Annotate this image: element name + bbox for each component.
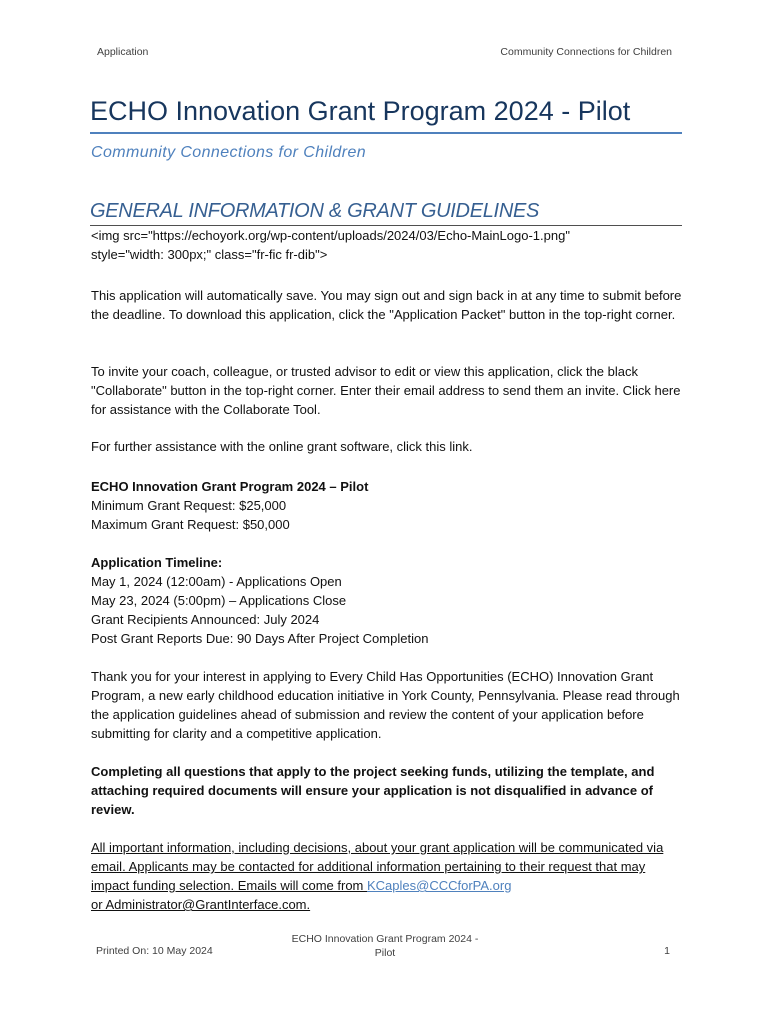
completing-text: Completing all questions that apply to the project seeking funds, utilizing the template, and attaching required documents will ensure your application is not disqualified in advance of review. [91, 764, 655, 817]
autosave-text: This application will automatically save. You may sign out and sign back in at any time to submit before the deadline. To download this application, click the "Application Packet" button in the top-right corner. [91, 288, 682, 322]
footer-center [280, 932, 490, 960]
program-block [91, 477, 683, 534]
footer-center-line-2: Pilot [374, 947, 396, 959]
footer-printed-date: Printed On: 10 May 2024 [96, 945, 213, 957]
timeline-item: May 23, 2024 (5:00pm) – Applications Close [91, 593, 347, 608]
img-code-line-1: <img src="https://echoyork.org/wp-content/uploads/2024/03/Echo-MainLogo-1.png" [91, 228, 570, 243]
page-title: ECHO Innovation Grant Program 2024 - Pilot [90, 94, 682, 134]
page-subtitle: Community Connections for Children [91, 144, 367, 161]
timeline-item: Post Grant Reports Due: 90 Days After Project Completion [91, 631, 429, 646]
thanks-text: Thank you for your interest in applying to Every Child Has Opportunities (ECHO) Innovation Grant Program, a new early childhood education initiative in York County, Pennsylvania. Please read through the application guidelines ahead of submission and review the content of your application before submitting for clarity and a competitive application. [91, 669, 680, 741]
program-heading: ECHO Innovation Grant Program 2024 – Pilot [91, 479, 369, 494]
assist-text: For further assistance with the online grant software, click this link. [91, 439, 473, 454]
assist-paragraph [91, 437, 683, 456]
timeline-heading: Application Timeline: [91, 555, 223, 570]
thanks-paragraph [91, 667, 683, 743]
autosave-paragraph [91, 286, 683, 324]
important-text [91, 838, 683, 914]
email-tail: or Administrator@GrantInterface.com. [91, 897, 311, 912]
program-max: Maximum Grant Request: $50,000 [91, 517, 290, 532]
invite-text: To invite your coach, colleague, or trusted advisor to edit or view this application, click the black "Collaborate" button in the top-right corner. Enter their email address to send them an invite. Click here for assistance with the Collaborate Tool. [91, 364, 681, 417]
timeline-item: May 1, 2024 (12:00am) - Applications Open [91, 574, 342, 589]
timeline-block [91, 553, 683, 648]
important-body: All important information, including decisions, about your grant application will be communicated via email. Applicants may be contacted for additional information pertaining to their request that may impact funding selection. Emails will come from [91, 840, 664, 893]
completing-paragraph [91, 762, 683, 819]
section-heading: GENERAL INFORMATION & GRANT GUIDELINES [90, 197, 682, 226]
important-paragraph [91, 838, 683, 914]
header-left: Application [97, 46, 149, 58]
timeline-item: Grant Recipients Announced: July 2024 [91, 612, 320, 627]
invite-paragraph [91, 362, 683, 419]
program-min: Minimum Grant Request: $25,000 [91, 498, 287, 513]
footer-center-line-1: ECHO Innovation Grant Program 2024 - [291, 933, 479, 945]
footer-page-number: 1 [664, 945, 670, 957]
img-code-line-2: style="width: 300px;" class="fr-fic fr-dib"> [91, 247, 328, 262]
header-right: Community Connections for Children [500, 46, 672, 58]
email-link[interactable]: KCaples@CCCforPA.org [367, 878, 512, 893]
img-code-text [91, 226, 683, 264]
